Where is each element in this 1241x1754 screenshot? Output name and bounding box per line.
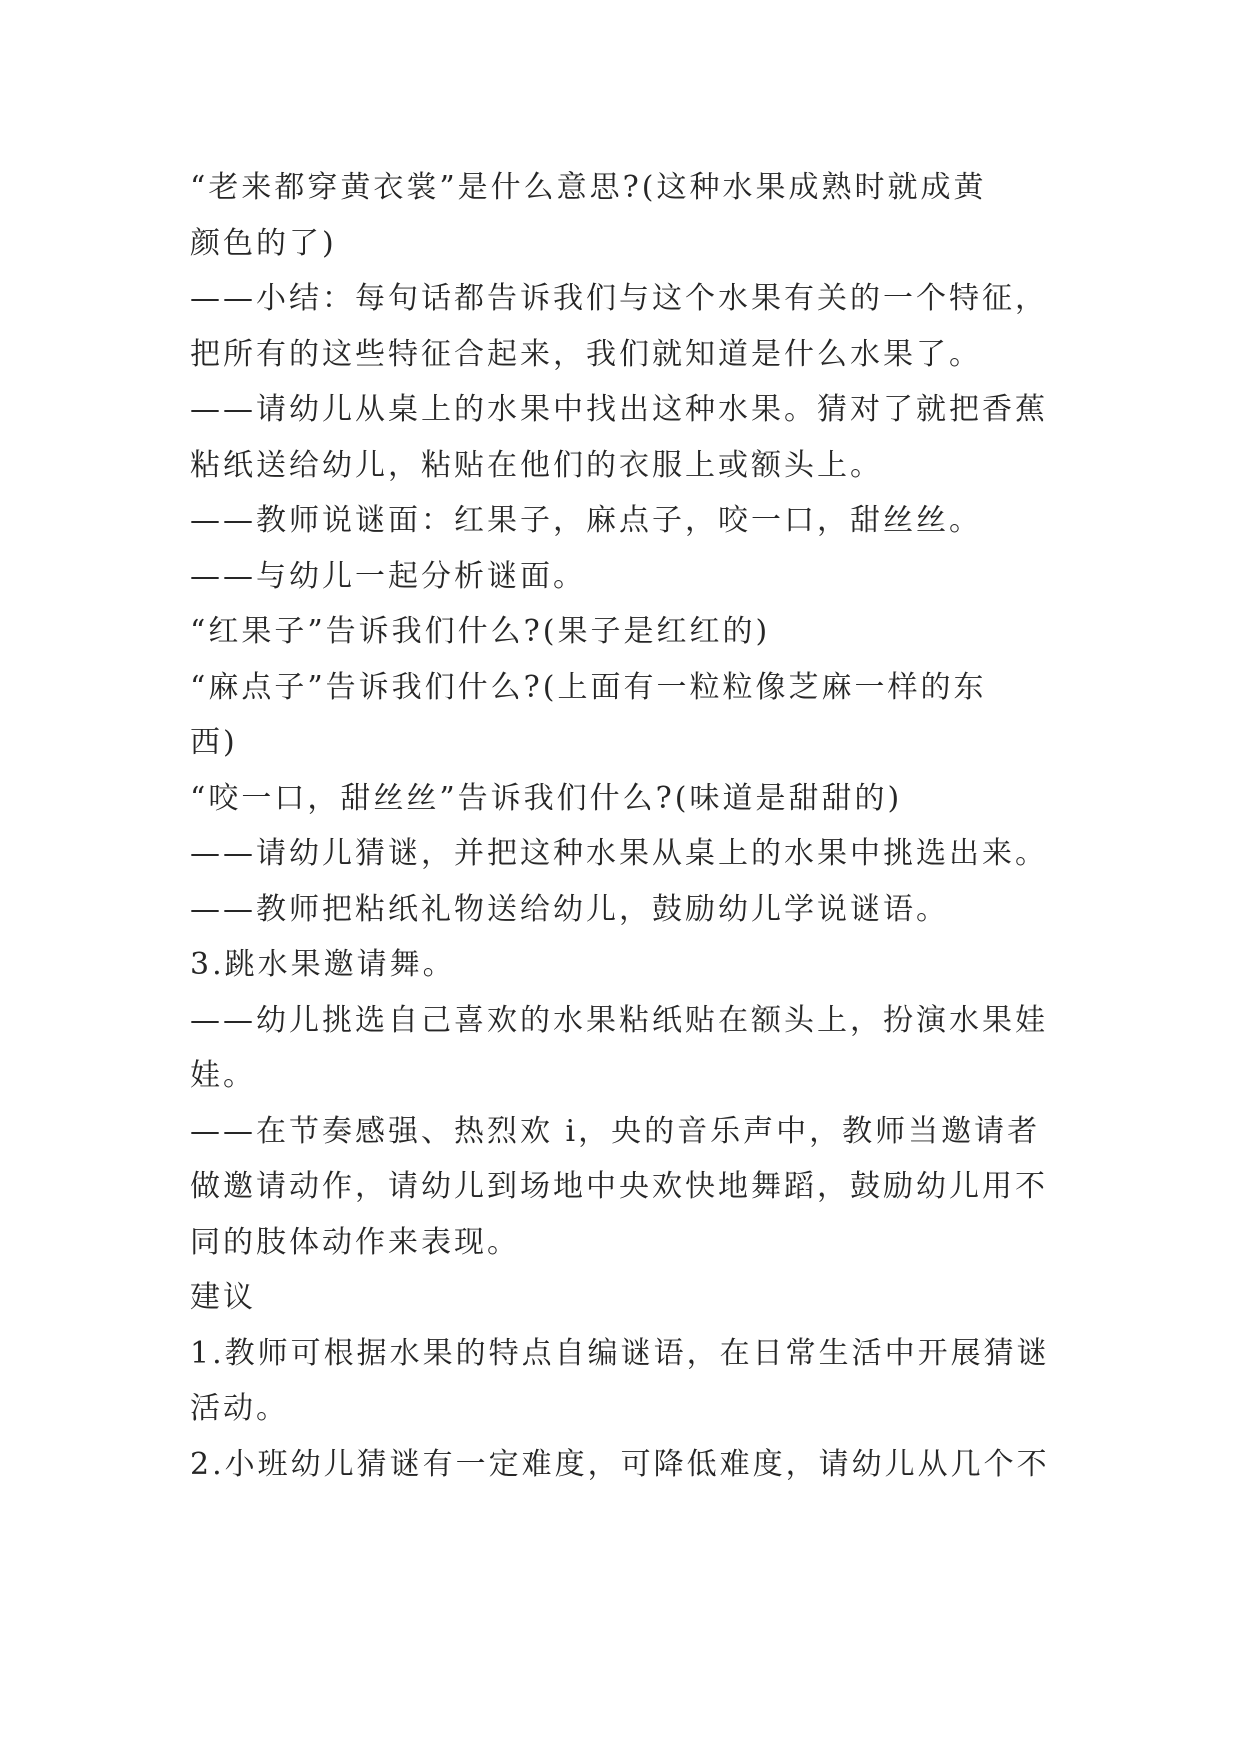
text-line: ——教师说谜面：红果子，麻点子，咬一口，甜丝丝。 xyxy=(190,503,982,538)
text-line: ——请幼儿猜谜，并把这种水果从桌上的水果中挑选出来。 xyxy=(190,836,1048,871)
text-line: 娃。 xyxy=(190,1058,256,1093)
text-line: 颜色的了) xyxy=(190,225,337,261)
text-line: 把所有的这些特征合起来，我们就知道是什么水果了。 xyxy=(190,336,982,372)
text-line: “红果子”告诉我们什么?(果子是红红的) xyxy=(190,614,771,649)
text-line: 活动。 xyxy=(190,1391,289,1426)
text-line: ——在节奏感强、热烈欢 i，央的音乐声中，教师当邀请者 xyxy=(190,1113,1041,1149)
text-line: ——小结：每句话都告诉我们与这个水果有关的一个特征， xyxy=(190,281,1048,316)
text-line: 粘纸送给幼儿，粘贴在他们的衣服上或额头上。 xyxy=(190,447,883,483)
text-line: 西) xyxy=(190,725,238,760)
text-line: ——请幼儿从桌上的水果中找出这种水果。猜对了就把香蕉 xyxy=(190,392,1048,427)
text-line: ——幼儿挑选自己喜欢的水果粘纸贴在额头上，扮演水果娃 xyxy=(190,1002,1048,1038)
text-line: “麻点子”告诉我们什么?(上面有一粒粒像芝麻一样的东 xyxy=(190,669,987,705)
document-body xyxy=(190,160,1070,1492)
text-line: “咬一口，甜丝丝”告诉我们什么?(味道是甜甜的) xyxy=(190,780,903,816)
text-line: ——教师把粘纸礼物送给幼儿，鼓励幼儿学说谜语。 xyxy=(190,891,949,927)
text-line: 同的肢体动作来表现。 xyxy=(190,1224,520,1260)
list-item: 2.小班幼儿猜谜有一定难度，可降低难度，请幼儿从几个不 xyxy=(190,1446,1050,1482)
list-item: 1.教师可根据水果的特点自编谜语，在日常生活中开展猜谜 xyxy=(190,1335,1050,1371)
text-line: 做邀请动作，请幼儿到场地中央欢快地舞蹈，鼓励幼儿用不 xyxy=(190,1169,1048,1204)
section-heading: 3.跳水果邀请舞。 xyxy=(190,947,456,982)
text-line: ——与幼儿一起分析谜面。 xyxy=(190,558,586,594)
section-heading: 建议 xyxy=(190,1280,256,1315)
text-line: “老来都穿黄衣裳”是什么意思?(这种水果成熟时就成黄 xyxy=(190,170,987,205)
